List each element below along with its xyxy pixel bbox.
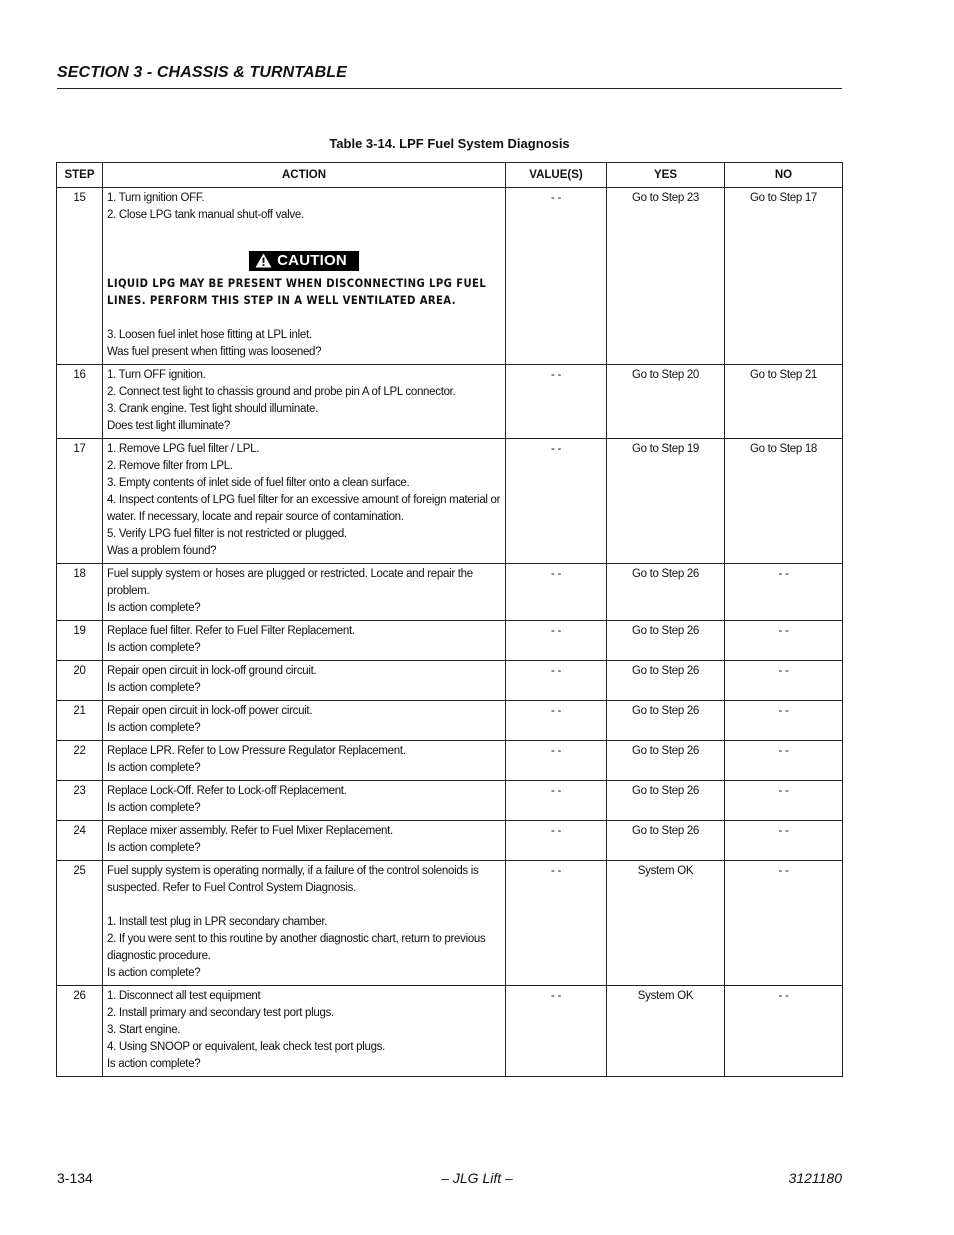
yes-cell: Go to Step 26 <box>607 741 725 781</box>
table-row-step-20 <box>57 661 843 701</box>
step-cell: 19 <box>57 621 103 661</box>
step-cell: 23 <box>57 781 103 821</box>
header-rule <box>57 88 842 89</box>
no-cell: - - <box>725 661 843 701</box>
table-caption: Table 3-14. LPF Fuel System Diagnosis <box>329 136 570 151</box>
action-line: 2. Remove filter from LPL. <box>107 460 233 472</box>
action-line: 3. Crank engine. Test light should illuminate. <box>107 403 319 415</box>
caution-text: LIQUID LPG MAY BE PRESENT WHEN DISCONNECTING LPG FUEL LINES. PERFORM THIS STEP IN A WELL VENTILATED AREA. <box>107 277 487 307</box>
no-cell: - - <box>725 741 843 781</box>
value-cell: - - <box>506 781 607 821</box>
no-cell: - - <box>725 564 843 621</box>
section-title: SECTION 3 - CHASSIS & TURNTABLE <box>57 64 347 81</box>
step-cell: 22 <box>57 741 103 781</box>
action-cell <box>103 821 506 861</box>
step-cell: 26 <box>57 986 103 1077</box>
value-cell: - - <box>506 821 607 861</box>
page-number: 3-134 <box>57 1170 93 1186</box>
yes-cell: Go to Step 26 <box>607 781 725 821</box>
footer-publisher: – JLG Lift – <box>441 1170 513 1186</box>
action-line: Fuel supply system is operating normally, if a failure of the control solenoids is suspected. Refer to Fuel Control System Diagnosis. <box>107 865 479 894</box>
no-cell: Go to Step 17 <box>725 188 843 365</box>
step-cell: 16 <box>57 365 103 439</box>
step-cell: 18 <box>57 564 103 621</box>
yes-cell: Go to Step 19 <box>607 439 725 564</box>
action-line: 3. Loosen fuel inlet hose fitting at LPL inlet. <box>107 329 312 341</box>
action-line: Is action complete? <box>107 602 201 614</box>
yes-cell: Go to Step 26 <box>607 564 725 621</box>
step-cell: 17 <box>57 439 103 564</box>
action-line: Replace Lock-Off. Refer to Lock-off Replacement. <box>107 785 347 797</box>
value-cell: - - <box>506 861 607 986</box>
action-line: Is action complete? <box>107 1058 201 1070</box>
action-line: 1. Disconnect all test equipment <box>107 990 261 1002</box>
value-cell: - - <box>506 365 607 439</box>
action-line: Is action complete? <box>107 642 201 654</box>
action-cell <box>103 861 506 986</box>
value-cell: - - <box>506 661 607 701</box>
no-cell: - - <box>725 821 843 861</box>
action-line: 4. Using SNOOP or equivalent, leak check test port plugs. <box>107 1041 386 1053</box>
action-cell <box>103 741 506 781</box>
column-header-values: VALUE(S) <box>506 163 607 188</box>
value-cell: - - <box>506 188 607 365</box>
no-cell: - - <box>725 701 843 741</box>
table-row-step-17 <box>57 439 843 564</box>
action-line: Repair open circuit in lock-off ground circuit. <box>107 665 317 677</box>
yes-cell: Go to Step 23 <box>607 188 725 365</box>
document-number: 3121180 <box>788 1170 842 1186</box>
value-cell: - - <box>506 986 607 1077</box>
action-line: 4. Inspect contents of LPG fuel filter for an excessive amount of foreign material or water. If necessary, locate and repair source of contamination. <box>107 494 501 523</box>
action-line: 3. Empty contents of inlet side of fuel filter onto a clean surface. <box>107 477 410 489</box>
value-cell: - - <box>506 741 607 781</box>
table-row-step-22 <box>57 741 843 781</box>
action-line: Was a problem found? <box>107 545 217 557</box>
step-cell: 20 <box>57 661 103 701</box>
yes-cell: Go to Step 20 <box>607 365 725 439</box>
action-cell <box>103 621 506 661</box>
step-cell: 25 <box>57 861 103 986</box>
action-line: 2. Connect test light to chassis ground and probe pin A of LPL connector. <box>107 386 456 398</box>
action-line: Fuel supply system or hoses are plugged or restricted. Locate and repair the problem. <box>107 568 473 597</box>
action-line: Is action complete? <box>107 842 201 854</box>
no-cell: - - <box>725 621 843 661</box>
step-cell: 24 <box>57 821 103 861</box>
action-line: Replace mixer assembly. Refer to Fuel Mixer Replacement. <box>107 825 393 837</box>
action-line: Is action complete? <box>107 967 201 979</box>
action-cell <box>103 188 506 365</box>
no-cell: - - <box>725 986 843 1077</box>
table-row-step-18 <box>57 564 843 621</box>
action-cell <box>103 564 506 621</box>
action-line: Is action complete? <box>107 762 201 774</box>
action-line: Is action complete? <box>107 722 201 734</box>
step-cell: 15 <box>57 188 103 365</box>
action-line: 1. Turn ignition OFF. <box>107 192 205 204</box>
column-header-yes: YES <box>607 163 725 188</box>
action-line: 3. Start engine. <box>107 1024 181 1036</box>
action-cell <box>103 439 506 564</box>
action-line: Does test light illuminate? <box>107 420 230 432</box>
no-cell: - - <box>725 861 843 986</box>
table-row-step-26 <box>57 986 843 1077</box>
table-row-step-15 <box>57 188 843 365</box>
action-line: 2. If you were sent to this routine by another diagnostic chart, return to previous diagnostic procedure. <box>107 933 486 962</box>
table-row-step-24 <box>57 821 843 861</box>
paragraph-spacer <box>107 897 501 914</box>
action-line: 1. Turn OFF ignition. <box>107 369 206 381</box>
yes-cell: Go to Step 26 <box>607 821 725 861</box>
action-cell <box>103 701 506 741</box>
action-line: 1. Remove LPG fuel filter / LPL. <box>107 443 260 455</box>
action-cell <box>103 986 506 1077</box>
action-line: Is action complete? <box>107 682 201 694</box>
table-header-row <box>57 163 843 188</box>
yes-cell: System OK <box>607 986 725 1077</box>
column-header-action: ACTION <box>103 163 506 188</box>
value-cell: - - <box>506 701 607 741</box>
action-cell <box>103 365 506 439</box>
no-cell: Go to Step 21 <box>725 365 843 439</box>
table-row-step-25 <box>57 861 843 986</box>
caution-box <box>107 251 501 271</box>
yes-cell: Go to Step 26 <box>607 661 725 701</box>
action-line: 5. Verify LPG fuel filter is not restricted or plugged. <box>107 528 347 540</box>
action-line: Replace LPR. Refer to Low Pressure Regulator Replacement. <box>107 745 406 757</box>
action-line: 1. Install test plug in LPR secondary chamber. <box>107 916 328 928</box>
table-row-step-19 <box>57 621 843 661</box>
action-line: Repair open circuit in lock-off power circuit. <box>107 705 313 717</box>
no-cell: - - <box>725 781 843 821</box>
action-line: Is action complete? <box>107 802 201 814</box>
action-cell <box>103 781 506 821</box>
value-cell: - - <box>506 621 607 661</box>
action-line: 2. Install primary and secondary test port plugs. <box>107 1007 334 1019</box>
action-line: 2. Close LPG tank manual shut-off valve. <box>107 209 304 221</box>
value-cell: - - <box>506 564 607 621</box>
yes-cell: Go to Step 26 <box>607 621 725 661</box>
caution-label: CAUTION <box>277 252 347 269</box>
warning-triangle-icon <box>255 253 272 268</box>
action-line: Was fuel present when fitting was loosened? <box>107 346 322 358</box>
no-cell: Go to Step 18 <box>725 439 843 564</box>
diagnosis-table <box>56 162 843 1077</box>
action-cell <box>103 661 506 701</box>
table-row-step-23 <box>57 781 843 821</box>
column-header-step: STEP <box>57 163 103 188</box>
table-row-step-21 <box>57 701 843 741</box>
table-row-step-16 <box>57 365 843 439</box>
action-line: Replace fuel filter. Refer to Fuel Filter Replacement. <box>107 625 355 637</box>
column-header-no: NO <box>725 163 843 188</box>
yes-cell: Go to Step 26 <box>607 701 725 741</box>
value-cell: - - <box>506 439 607 564</box>
caution-badge <box>249 251 359 271</box>
step-cell: 21 <box>57 701 103 741</box>
yes-cell: System OK <box>607 861 725 986</box>
